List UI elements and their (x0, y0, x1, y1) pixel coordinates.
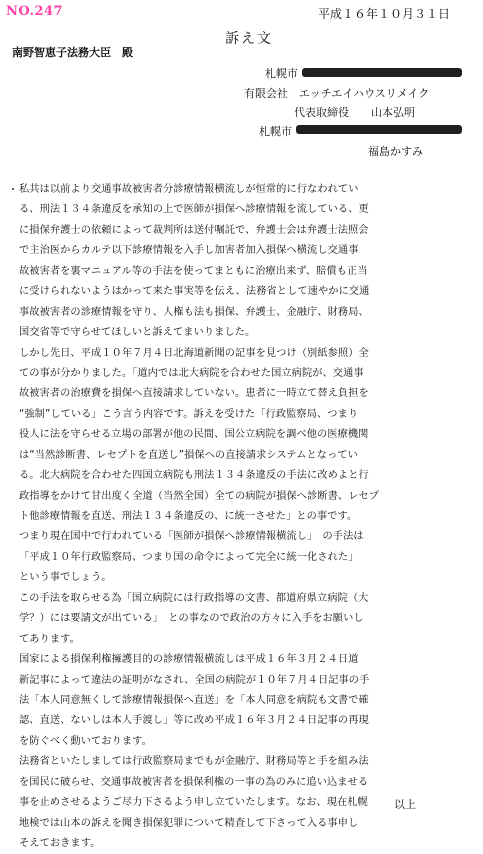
body-line: に損保弁護士の依頼によって裁判所は送付嘱託で、弁護士会は弁護士法照会 (19, 224, 369, 236)
body-line: る、刑法１３４条違反を承知の上で医師が損保へ診療情報を流している、更 (19, 204, 369, 216)
body-line: 法務省といたしましては行政監察局までもが金融庁、財務局等と手を組み法 (19, 756, 369, 768)
body-line: 法「本人同意無くして診療情報損保へ直送」を「本人同意を病院も文書で確 (19, 694, 369, 706)
sender-name: 福島かすみ (368, 145, 423, 158)
body-line: 故被害者を裏マニュアル等の手法を使ってまともに治療出来ず、賠償も正当 (19, 265, 368, 277)
sender-company: 有限会社 エッチエイハウスリメイク (244, 87, 430, 100)
body-line: を防ぐべく動いております。 (19, 735, 152, 747)
body-text (19, 180, 481, 854)
body-line: る。北大病院を合わせた四国立病院も刑法１３４条違反の手法に改めよと行 (19, 470, 369, 482)
body-line: 国家による損保利権擁護目的の診療情報横流しは平成１６年３月２４日道 (19, 654, 359, 666)
body-line: に受けられないようはかって来た事実等を伝え、法務省として速やかに交通 (19, 286, 370, 298)
body-line: 役人に法を守らせる立場の部署が他の民間、国公立病院を調べ他の医療機関 (19, 429, 369, 441)
body-line: は“当然診断書、レセプトを直送し”損保への直接請求システムとなってい (19, 449, 358, 461)
body-line: ての事が分かりました。「道内では北大病院を合わせた国立病院が、交通事 (19, 367, 364, 379)
document-date: 平成１６年１０月３１日 (318, 7, 451, 21)
body-line: 新記事によって違法の証明がなされ、全国の病院が１０年７月４日記事の手 (19, 674, 370, 686)
redacted-address-1 (302, 68, 462, 77)
body-line: 認、直送、ないしは本人手渡し」等に改め平成１６年３月２４日記事の再現 (19, 715, 369, 727)
body-line: “強制”している」こう言う内容です。訴えを受けた「行政監察局、つまり (19, 408, 359, 420)
sender-city-2: 札幌市 (259, 125, 292, 138)
redacted-address-2 (296, 125, 462, 134)
body-line: 事故被害者の診療情報を守り、人権も法も損保、弁護士、金融庁、財務局、 (19, 306, 369, 318)
body-line: しかし先日、平成１０年７月４日北海道新聞の記事を見つけ（別紙参照）全 (19, 347, 369, 359)
body-line: この手法を取らせる為「国立病院には行政指導の文書、都道府県立病院（大 (19, 592, 369, 604)
body-line: という事でしょう。 (19, 572, 112, 584)
body-line: 故被害者の治療費を損保へ直接請求していない。患者に一時立て替え負担を (19, 388, 369, 400)
closing-mark: 以上 (394, 798, 416, 811)
body-line: 私共は以前より交通事故被害者分診療情報横流しが恒常的に行なわれてい (19, 184, 359, 195)
body-line: 国交省等で守らせてほしいと訴えてまいりました。 (19, 327, 256, 339)
document-title: 訴え文 (225, 31, 273, 47)
body-line: 「平成１０年行政監察局、つまり国の命令によって完全に統一化された」 (19, 551, 359, 563)
body-line: 学？）には要請文が出ている」 との事なので政治の方々に入手をお願いし (19, 613, 364, 625)
body-line: 政指導をかけて甘出度く全道（当然全国）全ての病院が損保へ診断書、レセプ (19, 490, 380, 502)
body-line: 事を止めさせるようご尽力下さるよう申し立ていたします。なお、現在札幌 (19, 797, 368, 809)
body-line: てあります。 (19, 633, 80, 645)
sender-representative: 代表取締役 山本弘明 (294, 106, 415, 119)
sender-city-1: 札幌市 (265, 67, 298, 80)
addressee: 南野智恵子法務大臣 殿 (12, 46, 133, 59)
bullet-mark: ・ (8, 185, 18, 196)
body-line: 地検では山本の訴えを聞き損保犯罪について精査して下さって入る事申し (19, 817, 359, 829)
body-line: そえておきます。 (19, 838, 101, 849)
body-line: つまり現在国中で行われている「医師が損保へ診療情報横流し」 の手法は (19, 531, 364, 543)
body-line: で主治医からカルテ以下診療情報を入手し加害者加入損保へ横流し交通事 (19, 245, 359, 257)
document-number: NO.247 (6, 4, 64, 19)
body-line: ト他診療情報を直送、刑法１３４条違反の、に統一させた」との事です。 (19, 511, 358, 522)
body-line: を国民に破らせ、交通事故被害者を損保利権の一事の為のみに追い込ませる (19, 776, 369, 788)
